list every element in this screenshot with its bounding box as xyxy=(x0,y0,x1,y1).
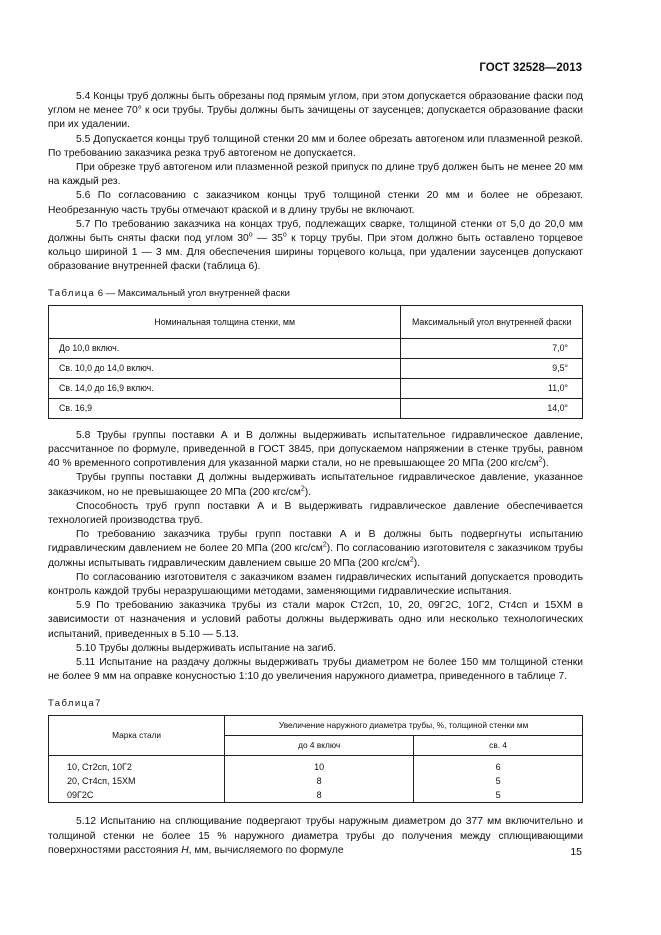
angle-cell: 7,0° xyxy=(401,338,583,358)
table-row xyxy=(49,755,583,774)
angle-cell: 11,0° xyxy=(401,378,583,398)
value-cell: 5 xyxy=(414,788,583,803)
value-cell: 6 xyxy=(414,755,583,774)
table-row xyxy=(49,338,583,358)
paragraph-5-6: 5.6 По согласованию с заказчиком концы труб толщиной стенки 20 мм и более не обрезают. Необрезанную часть трубы отмечают краской и в длину трубы не включают. xyxy=(48,190,583,216)
angle-cell: 14,0° xyxy=(401,398,583,418)
paragraph-5-11: 5.11 Испытание на раздачу должны выдерживать трубы диаметром не более 150 мм толщиной стенки не более 9 мм на оправке конусностью 1:10 до увеличения наружного диаметра, приведенного в таблице 7. xyxy=(48,657,583,683)
table-row xyxy=(49,358,583,378)
value-cell: 8 xyxy=(225,788,414,803)
table-6-header-row xyxy=(49,305,583,338)
table-6-caption: Таблица 6 — Максимальный угол внутренней фаски xyxy=(48,287,290,299)
table-7-caption: Таблица7 xyxy=(48,697,101,709)
table-6-col-thickness: Номинальная толщина стенки, мм xyxy=(49,305,401,338)
thickness-cell: Св. 16,9 xyxy=(49,398,401,418)
table-row xyxy=(49,398,583,418)
thickness-cell: До 10,0 включ. xyxy=(49,338,401,358)
value-cell: 10 xyxy=(225,755,414,774)
page-body xyxy=(48,90,583,858)
paragraph-5-12: 5.12 Испытанию на сплющивание подвергают трубы наружным диаметром до 377 мм включительно и толщиной стенки не более 15 % наружного диаметра трубы до получения между сплющивающими поверхностями расстояния H, мм, вычисляемого по формуле xyxy=(48,816,583,856)
paragraph-5-8: 5.8 Трубы группы поставки А и В должны выдерживать испытательное гидравлическое давление, рассчитанное по формуле, приведенной в ГОСТ 3845, при допускаемом напряжении в стенке трубы, равном 40 % временного сопротивления для указанной марки стали, но не превышающее 20 МПа (200 кгс/$см^2$). xyxy=(48,429,583,470)
angle-cell: 9,5° xyxy=(401,358,583,378)
paragraph-group-d-pressure: Трубы группы поставки Д должны выдерживать испытательное гидравлическое давление, указанное заказчиком, но не превышающее 20 МПа (200 кгс/$см^2$). xyxy=(48,472,583,498)
grade-cell: 10, Ст2сп, 10Г2 xyxy=(49,755,225,774)
table-row xyxy=(49,378,583,398)
paragraph-technology: Способность труб групп поставки А и В выдерживать гидравлическое давление обеспечивается технологией производства труб. xyxy=(48,500,583,527)
table-row xyxy=(49,774,583,788)
paragraph-ndt: По согласованию изготовителя с заказчиком взамен гидравлических испытаний допускается проводить контроль каждой трубы неразрушающими методами, заменяющими гидравлические испытания. xyxy=(48,571,583,598)
paragraph-cutting-allowance: При обрезке труб автогеном или плазменной резкой припуск по длине труб должен быть не менее 20 мм на каждый рез. xyxy=(48,162,583,188)
grade-cell: 09Г2С xyxy=(49,788,225,803)
document-code: ГОСТ 32528—2013 xyxy=(479,62,582,74)
paragraph-customer-test: По требованию заказчика трубы групп поставки А и В должны быть подвергнуты испытанию гидравлическим давлением не более 20 МПа (200 кгс/$см^2$). По согласованию изготовителя с заказчиком трубы должны испытывать гидравлическим давлением свыше 20 МПа (200 кгс/$см^2$). xyxy=(48,529,583,569)
table-7-col-over4: св. 4 xyxy=(414,735,583,755)
paragraph-5-7: 5.7 По требованию заказчика на концах труб, подлежащих сварке, толщиной стенки от 5,0 до 20,0 мм должны быть сняты фаски под углом 30$^o$ — 35$^o$ к торцу трубы. При этом должно быть оставлено торцевое кольцо шириной 1 — 3 мм. Для обеспечения ширины торцевого кольца, при удалении заусенцев допускают образование внутренней фаски (таблица 6). xyxy=(48,218,583,273)
thickness-cell: Св. 10,0 до 14,0 включ. xyxy=(49,358,401,378)
paragraph-5-5: 5.5 Допускается концы труб толщиной стенки 20 мм и более обрезать автогеном или плазменной резкой. По требованию заказчика резка труб автогеном не допускается. xyxy=(48,133,583,159)
table-row xyxy=(49,788,583,803)
table-7-col-upto4: до 4 включ xyxy=(225,735,414,755)
paragraph-5-4: 5.4 Концы труб должны быть обрезаны под прямым углом, при этом допускается образование фаски под углом не менее 70° к оси трубы. Трубы должны быть зачищены от заусенцев; допускается образование фаски при их удалении. xyxy=(48,91,583,131)
paragraph-5-10: 5.10 Трубы должны выдерживать испытание на загиб. xyxy=(76,642,336,654)
table-7-col-grade: Марка стали xyxy=(49,715,225,755)
table-6 xyxy=(48,305,583,419)
thickness-cell: Св. 14,0 до 16,9 включ. xyxy=(49,378,401,398)
value-cell: 5 xyxy=(414,774,583,788)
value-cell: 8 xyxy=(225,774,414,788)
table-7 xyxy=(48,715,583,804)
paragraph-5-9: 5.9 По требованию заказчика трубы из стали марок Ст2сп, 10, 20, 09Г2С, 10Г2, Ст4сп и 15ХМ в зависимости от назначения и условий работы должны выдерживать одно или несколько технологических испытаний, приведенных в 5.10 — 5.13. xyxy=(48,600,583,640)
grade-cell: 20, Ст4сп, 15ХМ xyxy=(49,774,225,788)
table-7-header-row xyxy=(49,715,583,735)
table-6-col-angle: Максимальный угол внутренней фаски xyxy=(401,305,583,338)
page-number: 15 xyxy=(570,846,582,858)
table-7-group-header: Увеличение наружного диаметра трубы, %, толщиной стенки мм xyxy=(225,715,583,735)
